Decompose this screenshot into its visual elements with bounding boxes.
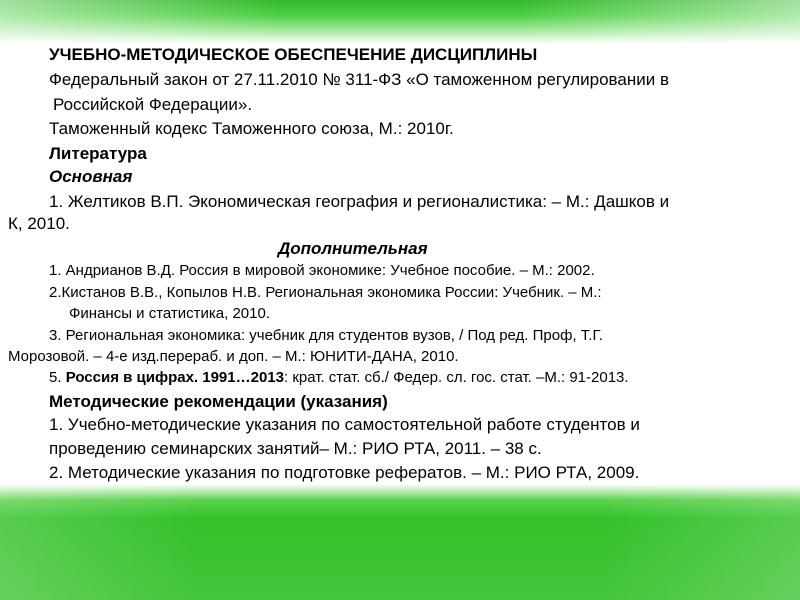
additional-item-3-line1: 3. Региональная экономика: учебник для студентов вузов, / Под ред. Проф, Т.Г. [49, 327, 603, 344]
customs-code-line: Таможенный кодекс Таможенного союза, М.: 2010г. [49, 119, 454, 138]
bottom-green-band [0, 484, 800, 600]
additional-item-2-line1: 2.Кистанов В.В., Копылов Н.В. Региональная экономика России: Учебник. – М.: [49, 284, 602, 301]
main-item-1-line2: К, 2010. [8, 214, 70, 233]
methodical-item-1-line1: 1. Учебно-методические указания по самостоятельной работе студентов и [49, 415, 640, 434]
additional-literature-heading: Дополнительная [278, 239, 428, 258]
additional-item-2-line2: Финансы и статистика, 2010. [69, 305, 271, 322]
additional-item-5-number: 5. [49, 369, 66, 386]
main-item-1-line1: 1. Желтиков В.П. Экономическая география и регионалистика: – М.: Дашков и [49, 192, 670, 211]
methodical-item-2: 2. Методические указания по подготовке рефератов. – М.: РИО РТА, 2009. [49, 463, 640, 482]
methodical-heading: Методические рекомендации (указания) [49, 392, 388, 411]
additional-item-5-details: : крат. стат. сб./ Федер. сл. гос. стат. –М.: 91-2013. [284, 369, 629, 386]
main-literature-heading: Основная [49, 167, 133, 186]
law-reference-line1: Федеральный закон от 27.11.2010 № 311-ФЗ «О таможенном регулировании в [49, 70, 669, 89]
additional-item-1: 1. Андрианов В.Д. Россия в мировой экономике: Учебное пособие. – М.: 2002. [49, 262, 595, 279]
literature-heading: Литература [49, 144, 147, 163]
methodical-item-1-line2: проведению семинарских занятий– М.: РИО РТА, 2011. – 38 с. [49, 439, 542, 458]
top-green-band [0, 0, 800, 44]
law-reference-line2: Российской Федерации». [53, 95, 253, 114]
additional-item-5 [49, 370, 629, 385]
additional-item-3-line2: Морозовой. – 4-е изд.перераб. и доп. – М.: ЮНИТИ-ДАНА, 2010. [8, 348, 459, 365]
additional-item-5-title: Россия в цифрах. 1991…2013 [65, 369, 284, 386]
document-heading: УЧЕБНО-МЕТОДИЧЕСКОЕ ОБЕСПЕЧЕНИЕ ДИСЦИПЛИНЫ [49, 45, 538, 64]
